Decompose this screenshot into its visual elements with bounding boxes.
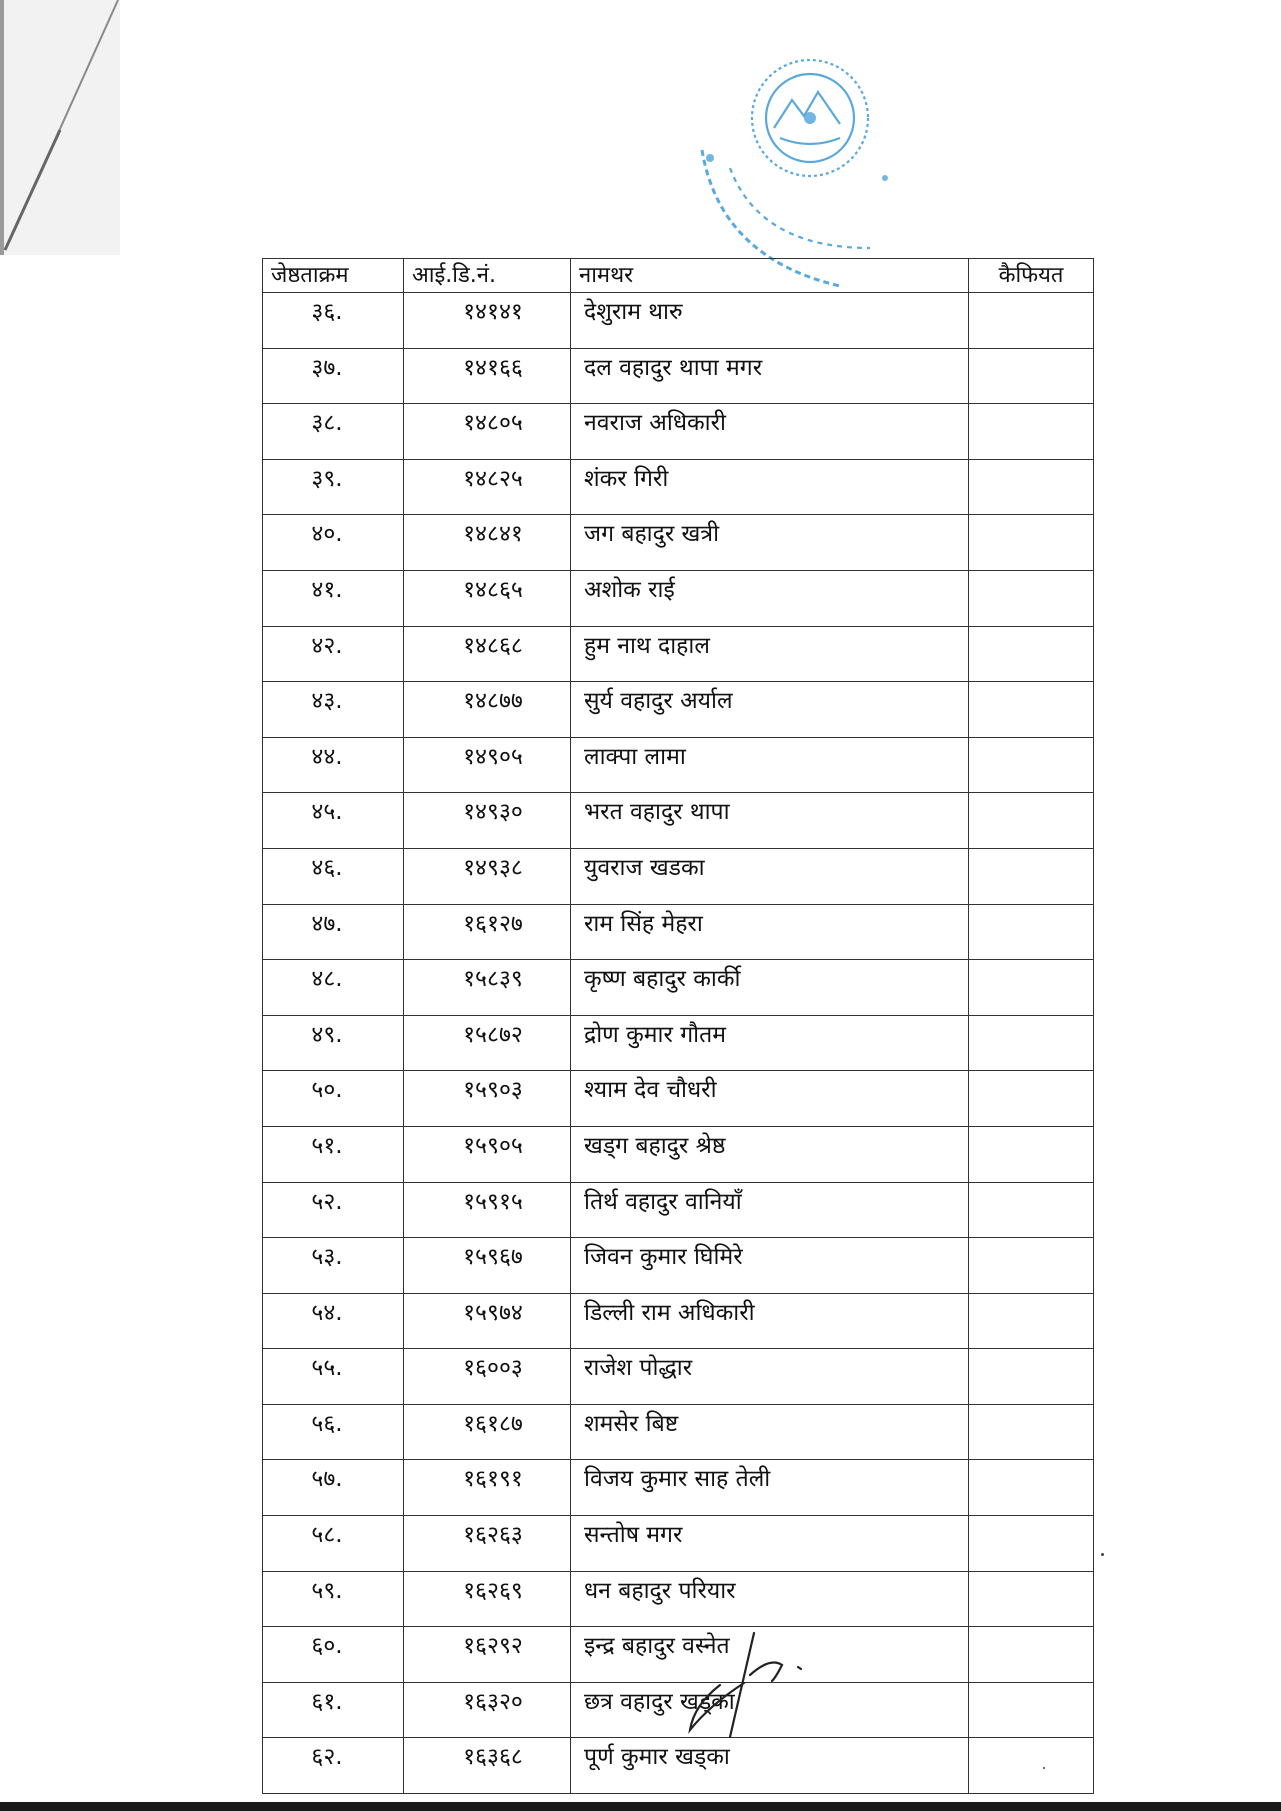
personnel-table (262, 258, 1094, 1794)
id-cell: १४८६८ (404, 626, 571, 682)
id-cell: १६१९१ (404, 1460, 571, 1516)
scan-edge-artifact (0, 0, 120, 255)
table-row (263, 1182, 1094, 1238)
table-row (263, 904, 1094, 960)
rank-cell: ४४. (263, 737, 404, 793)
remarks-cell (969, 459, 1094, 515)
remarks-cell (969, 904, 1094, 960)
remarks-cell (969, 1682, 1094, 1738)
id-cell: १६२६९ (404, 1571, 571, 1627)
remarks-cell (969, 1015, 1094, 1071)
id-cell: १५९६७ (404, 1238, 571, 1294)
remarks-cell (969, 1516, 1094, 1572)
rank-cell: ३८. (263, 404, 404, 460)
remarks-cell (969, 682, 1094, 738)
rank-cell: ६२. (263, 1738, 404, 1794)
id-cell: १६००३ (404, 1349, 571, 1405)
remarks-cell (969, 1460, 1094, 1516)
rank-cell: ३९. (263, 459, 404, 515)
remarks-cell (969, 1627, 1094, 1683)
name-cell: लाक्पा लामा (571, 737, 969, 793)
id-cell: १६१८७ (404, 1404, 571, 1460)
rank-cell: ५९. (263, 1571, 404, 1627)
name-cell: सुर्य वहादुर अर्याल (571, 682, 969, 738)
rank-cell: ५४. (263, 1293, 404, 1349)
remarks-cell (969, 1238, 1094, 1294)
table-row (263, 1126, 1094, 1182)
scan-speck (1043, 1767, 1045, 1769)
rank-cell: ४१. (263, 570, 404, 626)
id-cell: १४९३० (404, 793, 571, 849)
name-cell: अशोक राई (571, 570, 969, 626)
remarks-cell (969, 348, 1094, 404)
table-body (263, 293, 1094, 1794)
remarks-cell (969, 793, 1094, 849)
remarks-cell (969, 1182, 1094, 1238)
name-cell: धन बहादुर परियार (571, 1571, 969, 1627)
name-cell: युवराज खडका (571, 848, 969, 904)
header-id: आई.डि.नं. (404, 259, 571, 293)
rank-cell: ५६. (263, 1404, 404, 1460)
id-cell: १४९३८ (404, 848, 571, 904)
table-row (263, 1571, 1094, 1627)
name-cell: श्याम देव चौधरी (571, 1071, 969, 1127)
name-cell: छत्र वहादुर खड्का (571, 1682, 969, 1738)
id-cell: १५८३९ (404, 960, 571, 1016)
remarks-cell (969, 293, 1094, 349)
name-cell: नवराज अधिकारी (571, 404, 969, 460)
name-cell: देशुराम थारु (571, 293, 969, 349)
id-cell: १५९७४ (404, 1293, 571, 1349)
id-cell: १४८४१ (404, 515, 571, 571)
remarks-cell (969, 1293, 1094, 1349)
id-cell: १४१४१ (404, 293, 571, 349)
id-cell: १४८०५ (404, 404, 571, 460)
signature (680, 1625, 820, 1740)
table-row (263, 1238, 1094, 1294)
table-row (263, 1349, 1094, 1405)
name-cell: कृष्ण बहादुर कार्की (571, 960, 969, 1016)
table-row (263, 515, 1094, 571)
id-cell: १४८६५ (404, 570, 571, 626)
table-row (263, 570, 1094, 626)
remarks-cell (969, 626, 1094, 682)
table-header-row (263, 259, 1094, 293)
remarks-cell (969, 404, 1094, 460)
table-row (263, 793, 1094, 849)
name-cell: जिवन कुमार घिमिरे (571, 1238, 969, 1294)
rank-cell: ३७. (263, 348, 404, 404)
id-cell: १६२९२ (404, 1627, 571, 1683)
scan-speck (1101, 1553, 1104, 1556)
table-row (263, 1738, 1094, 1794)
name-cell: दल वहादुर थापा मगर (571, 348, 969, 404)
remarks-cell (969, 1349, 1094, 1405)
table-row (263, 1293, 1094, 1349)
rank-cell: ४८. (263, 960, 404, 1016)
table-row (263, 1015, 1094, 1071)
table-row (263, 348, 1094, 404)
id-cell: १४१६६ (404, 348, 571, 404)
table-row (263, 1627, 1094, 1683)
remarks-cell (969, 1126, 1094, 1182)
rank-cell: ४६. (263, 848, 404, 904)
rank-cell: ४२. (263, 626, 404, 682)
rank-cell: ५७. (263, 1460, 404, 1516)
name-cell: पूर्ण कुमार खड्का (571, 1738, 969, 1794)
rank-cell: ४०. (263, 515, 404, 571)
table-row (263, 1404, 1094, 1460)
name-cell: भरत वहादुर थापा (571, 793, 969, 849)
rank-cell: ६१. (263, 1682, 404, 1738)
name-cell: राम सिंह मेहरा (571, 904, 969, 960)
table-row (263, 626, 1094, 682)
id-cell: १५९०५ (404, 1126, 571, 1182)
rank-cell: ४३. (263, 682, 404, 738)
table-row (263, 1460, 1094, 1516)
remarks-cell (969, 848, 1094, 904)
header-name: नामथर (571, 259, 969, 293)
name-cell: शमसेर बिष्ट (571, 1404, 969, 1460)
name-cell: विजय कुमार साह तेली (571, 1460, 969, 1516)
id-cell: १६३२० (404, 1682, 571, 1738)
rank-cell: ५८. (263, 1516, 404, 1572)
remarks-cell (969, 515, 1094, 571)
header-remarks: कैफियत (969, 259, 1094, 293)
remarks-cell (969, 1071, 1094, 1127)
id-cell: १५८७२ (404, 1015, 571, 1071)
id-cell: १६३६८ (404, 1738, 571, 1794)
table-row (263, 682, 1094, 738)
name-cell: राजेश पोद्धार (571, 1349, 969, 1405)
id-cell: १४८२५ (404, 459, 571, 515)
id-cell: १४९०५ (404, 737, 571, 793)
table-row (263, 1071, 1094, 1127)
table-row (263, 848, 1094, 904)
name-cell: सन्तोष मगर (571, 1516, 969, 1572)
name-cell: द्रोण कुमार गौतम (571, 1015, 969, 1071)
id-cell: १६१२७ (404, 904, 571, 960)
name-cell: डिल्ली राम अधिकारी (571, 1293, 969, 1349)
rank-cell: ४९. (263, 1015, 404, 1071)
name-cell: इन्द्र बहादुर वस्नेत (571, 1627, 969, 1683)
id-cell: १५९०३ (404, 1071, 571, 1127)
table-row (263, 1516, 1094, 1572)
name-cell: हुम नाथ दाहाल (571, 626, 969, 682)
remarks-cell (969, 1404, 1094, 1460)
page-bottom-edge (0, 1802, 1281, 1811)
header-rank: जेष्ठताक्रम (263, 259, 404, 293)
table-row (263, 404, 1094, 460)
remarks-cell (969, 737, 1094, 793)
rank-cell: ५०. (263, 1071, 404, 1127)
rank-cell: ३६. (263, 293, 404, 349)
table-row (263, 1682, 1094, 1738)
rank-cell: ४५. (263, 793, 404, 849)
id-cell: १४८७७ (404, 682, 571, 738)
rank-cell: ५३. (263, 1238, 404, 1294)
remarks-cell (969, 1571, 1094, 1627)
rank-cell: ५५. (263, 1349, 404, 1405)
id-cell: १६२६३ (404, 1516, 571, 1572)
remarks-cell (969, 1738, 1094, 1794)
name-cell: शंकर गिरी (571, 459, 969, 515)
name-cell: जग बहादुर खत्री (571, 515, 969, 571)
remarks-cell (969, 960, 1094, 1016)
table-row (263, 459, 1094, 515)
rank-cell: ५१. (263, 1126, 404, 1182)
id-cell: १५९१५ (404, 1182, 571, 1238)
table-row (263, 293, 1094, 349)
name-cell: खड्ग बहादुर श्रेष्ठ (571, 1126, 969, 1182)
table-row (263, 737, 1094, 793)
rank-cell: ५२. (263, 1182, 404, 1238)
remarks-cell (969, 570, 1094, 626)
rank-cell: ४७. (263, 904, 404, 960)
name-cell: तिर्थ वहादुर वानियाँ (571, 1182, 969, 1238)
rank-cell: ६०. (263, 1627, 404, 1683)
table-row (263, 960, 1094, 1016)
